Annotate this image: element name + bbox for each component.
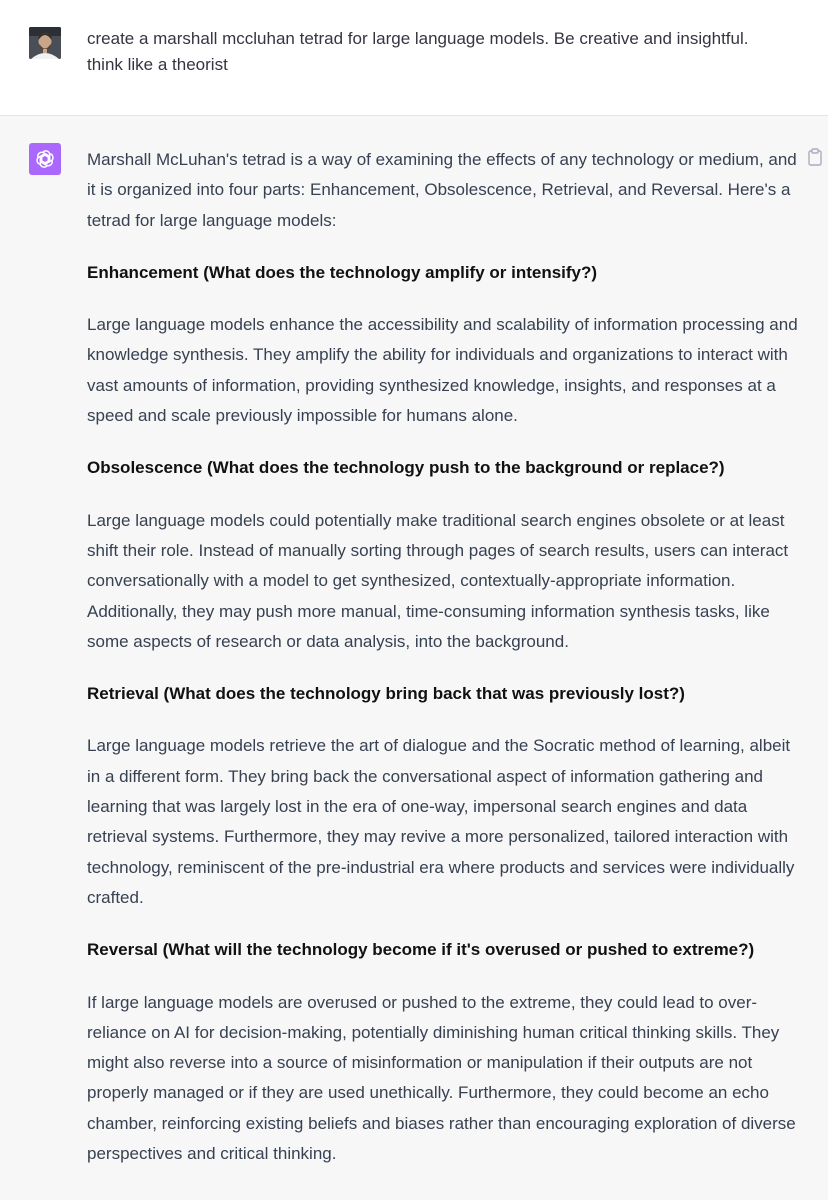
user-avatar: [29, 27, 61, 59]
copy-button[interactable]: [805, 147, 825, 167]
assistant-message: [0, 117, 828, 1200]
user-prompt-text: create a marshall mccluhan tetrad for large language models. Be creative and insightful. think like a theorist: [87, 29, 749, 74]
clipboard-icon: [807, 148, 823, 166]
section-body-reversal: If large language models are overused or pushed to the extreme, they could lead to over-reliance on AI for decision-making, potentially diminishing human critical thinking skills. They might also reverse into a source of misinformation or manipulation if their outputs are not properly managed or if they are used unethically. Furthermore, they could become an echo chamber, reinforcing existing beliefs and biases rather than encouraging exploration of diverse perspectives and critical thinking.: [87, 992, 796, 1164]
section-heading-retrieval: Retrieval (What does the technology bring back that was previously lost?): [87, 684, 685, 704]
user-photo-avatar-icon: [29, 27, 61, 59]
section-body-retrieval: Large language models retrieve the art of dialogue and the Socratic method of learning, albeit in a different form. They bring back the conversational aspect of information gathering and learning that was largely lost in the era of one-way, impersonal search engines and data retrieval systems. Furthermore, they may revive a more personalized, tailored interaction with technology, reminiscent of the pre-industrial era where products and services were individually crafted.: [87, 736, 795, 907]
section-body-obsolescence: Large language models could potentially make traditional search engines obsolete or at least shift their role. Instead of manually sorting through pages of search results, users can interact conversationally with a model to get synthesized, contextually-appropriate information. Additionally, they may push more manual, time-consuming information synthesis tasks, like some aspects of research or data analysis, into the background.: [87, 510, 789, 651]
response-intro: Marshall McLuhan's tetrad is a way of examining the effects of any technology or medium, and it is organized into four parts: Enhancement, Obsolescence, Retrieval, and Reversal. Here's a tetrad for large language models:: [87, 150, 797, 230]
assistant-response: [87, 145, 799, 1191]
user-message: [0, 0, 828, 116]
assistant-avatar: [29, 143, 61, 175]
section-body-enhancement: Large language models enhance the accessibility and scalability of information processing and knowledge synthesis. They amplify the ability for individuals and organizations to interact with vast amounts of information, providing synthesized knowledge, insights, and responses at a speed and scale previously impossible for humans alone.: [87, 315, 798, 426]
section-heading-obsolescence: Obsolescence (What does the technology push to the background or replace?): [87, 458, 725, 478]
section-heading-enhancement: Enhancement (What does the technology amplify or intensify?): [87, 262, 598, 282]
section-heading-reversal: Reversal (What will the technology become if it's overused or pushed to extreme?): [87, 940, 755, 960]
openai-logo-icon: [34, 148, 56, 170]
